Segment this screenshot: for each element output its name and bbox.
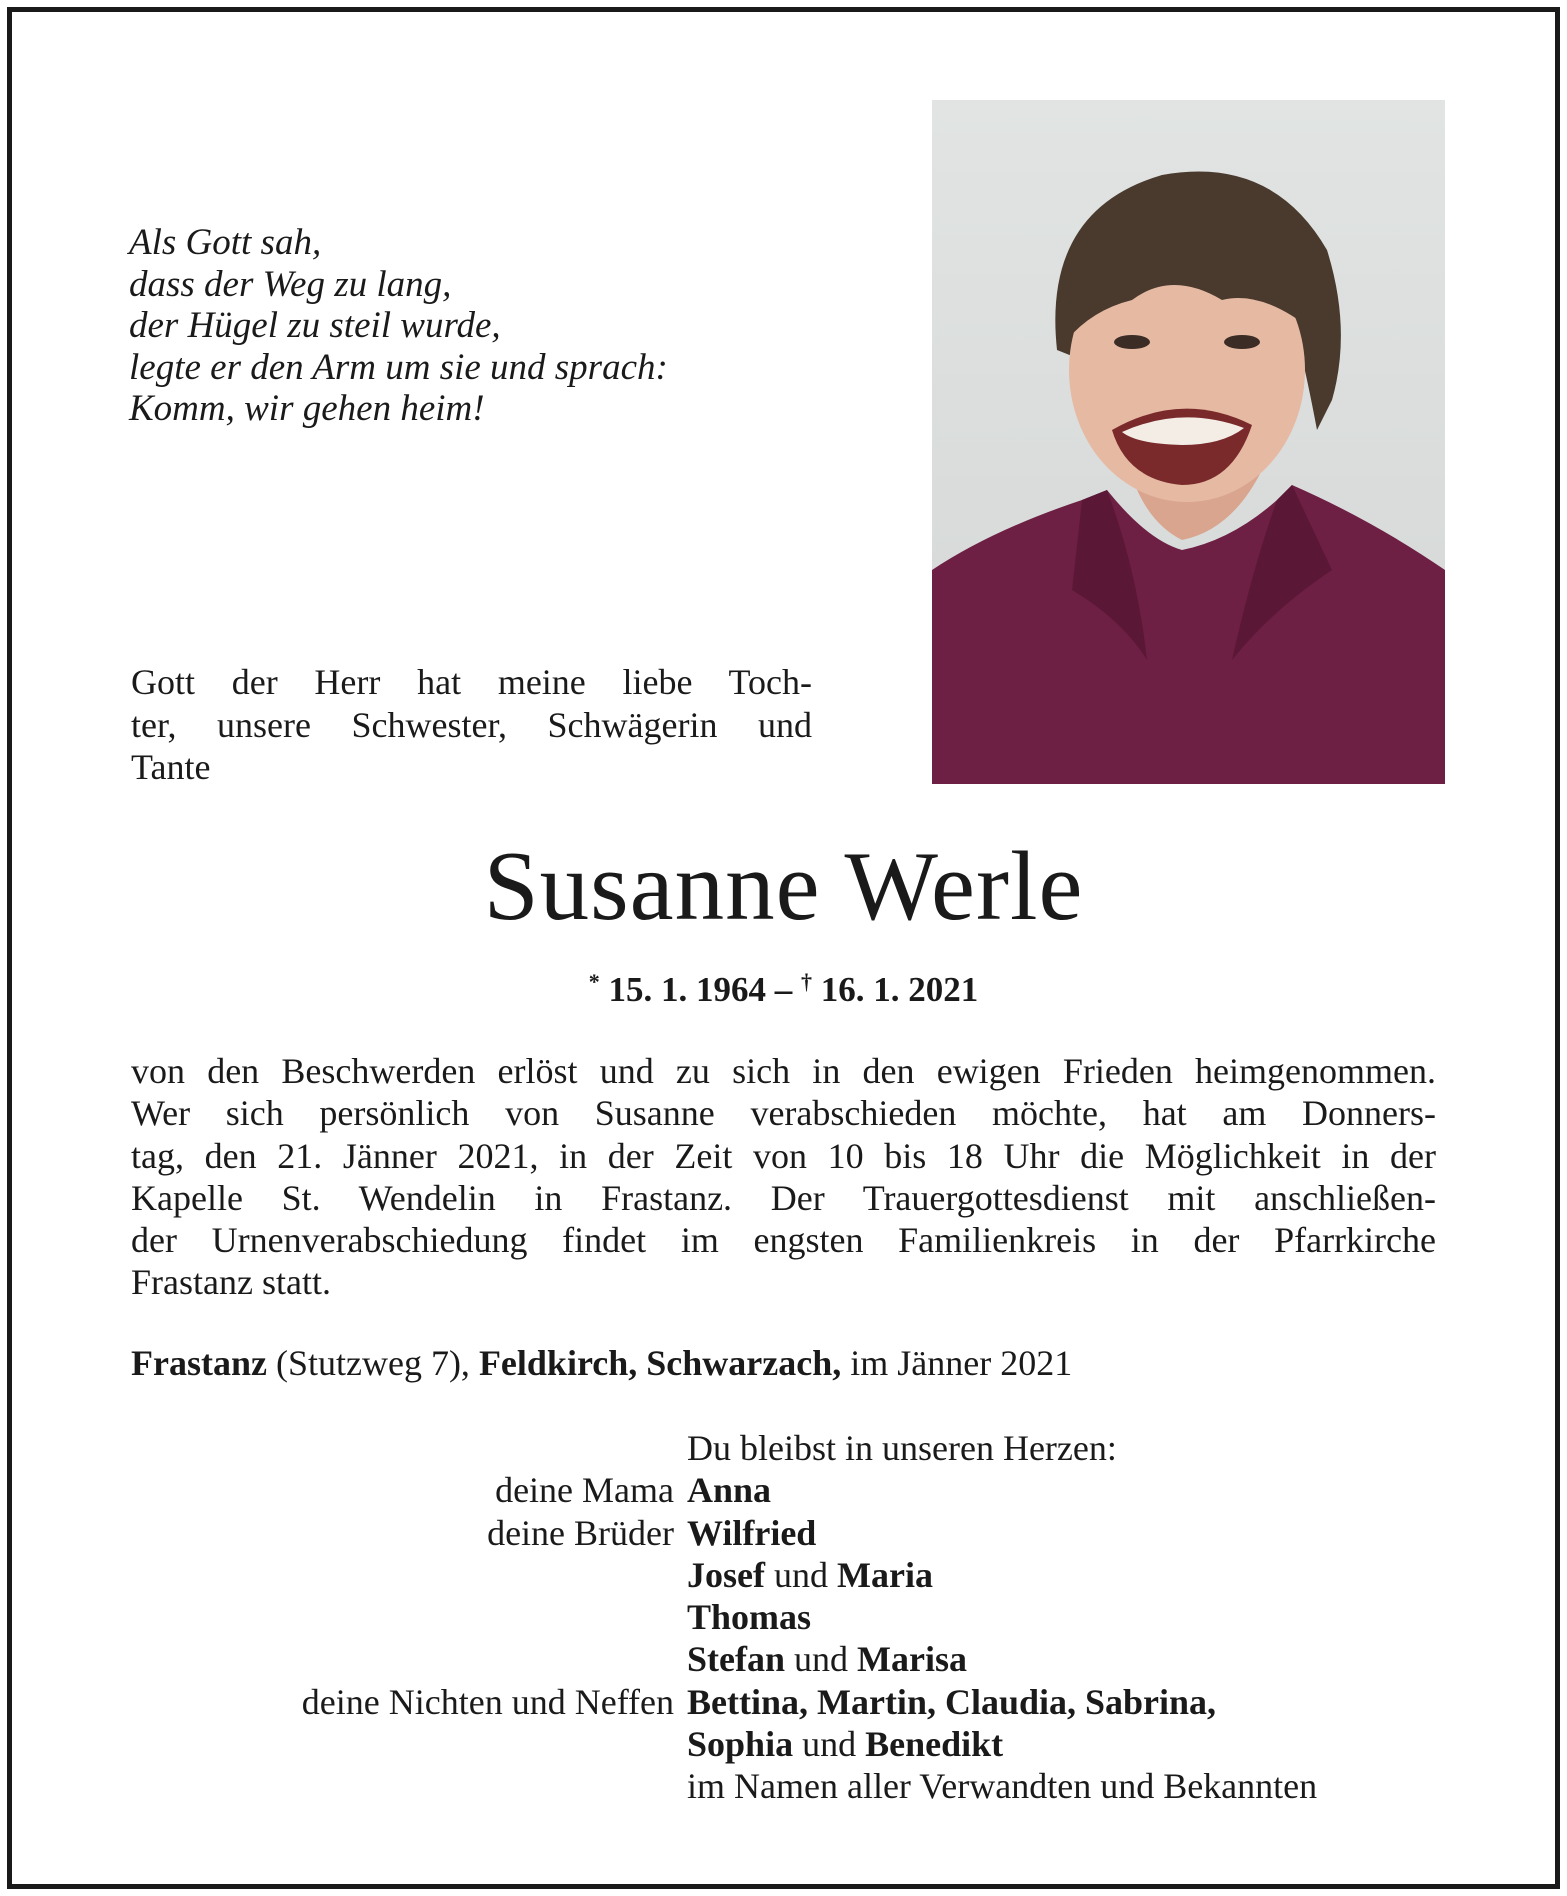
connector: und bbox=[764, 1554, 837, 1595]
announcement-line: Kapelle St. Wendelin in Frastanz. Der Trauergottesdienst mit anschließen- bbox=[131, 1177, 1436, 1218]
date-separator: – bbox=[766, 970, 801, 1009]
closing-line: im Namen aller Verwandten und Bekannten bbox=[687, 1766, 1318, 1807]
portrait-photo bbox=[932, 100, 1445, 784]
mourner-name: Stefan bbox=[687, 1639, 785, 1680]
intro-line: Tante bbox=[131, 747, 211, 787]
announcement-line: Wer sich persönlich von Susanne verabschieden möchte, hat am Donners- bbox=[131, 1093, 1436, 1134]
death-symbol: † bbox=[801, 969, 812, 994]
mourner-name: Bettina, Martin, Claudia, Sabrina, bbox=[687, 1681, 1217, 1722]
intro-line: ter, unsere Schwester, Schwägerin und bbox=[131, 704, 812, 745]
mourners-row bbox=[0, 1638, 1567, 1680]
mourners-row bbox=[0, 1596, 1567, 1638]
announcement-line: von den Beschwerden erlöst und zu sich in den ewigen Frieden heimgenommen. bbox=[131, 1051, 1436, 1091]
mourners-row bbox=[0, 1427, 1567, 1469]
mourners-row bbox=[0, 1723, 1567, 1765]
mourner-names bbox=[687, 1723, 1003, 1765]
role-label: deine Mama bbox=[495, 1470, 674, 1511]
mourners-list bbox=[0, 1427, 1567, 1808]
place-towns: Feldkirch, Schwarzach, bbox=[478, 1343, 842, 1383]
mourner-names bbox=[687, 1638, 967, 1680]
mourners-row bbox=[0, 1512, 1567, 1554]
mourner-name: Wilfried bbox=[687, 1512, 817, 1553]
poem-line: Komm, wir gehen heim! bbox=[129, 388, 485, 429]
mourner-name: Thomas bbox=[687, 1597, 812, 1638]
role-label: deine Nichten und Neffen bbox=[301, 1681, 674, 1722]
mourners-row bbox=[0, 1469, 1567, 1511]
poem-line: legte er den Arm um sie und sprach: bbox=[129, 346, 668, 388]
mourner-names bbox=[687, 1469, 771, 1511]
birth-symbol: * bbox=[588, 969, 600, 994]
poem-line: dass der Weg zu lang, bbox=[129, 263, 452, 305]
mourner-names bbox=[687, 1681, 1216, 1723]
mourner-names bbox=[687, 1596, 811, 1638]
connector: und bbox=[785, 1639, 857, 1680]
poem-line: der Hügel zu steil wurde, bbox=[129, 305, 501, 346]
mourner-names bbox=[687, 1554, 933, 1596]
poem-line: Als Gott sah, bbox=[129, 222, 322, 263]
mourner-name: Sophia bbox=[687, 1724, 794, 1765]
announcement-text bbox=[131, 1050, 1436, 1304]
portrait-photo-icon bbox=[932, 100, 1445, 784]
left-eye bbox=[1114, 335, 1150, 349]
place-town: Frastanz bbox=[131, 1343, 267, 1383]
place-date: im Jänner 2021 bbox=[841, 1343, 1073, 1383]
mourner-name: Maria bbox=[836, 1554, 933, 1595]
announcement-line: tag, den 21. Jänner 2021, in der Zeit von 10 bis 18 Uhr die Möglichkeit in der bbox=[131, 1135, 1436, 1176]
mourners-row bbox=[0, 1765, 1567, 1807]
deceased-name: Susanne Werle bbox=[483, 832, 1084, 941]
death-date: 16. 1. 2021 bbox=[820, 970, 979, 1009]
intro-line: Gott der Herr hat meine liebe Toch- bbox=[131, 662, 812, 702]
place-and-date bbox=[131, 1342, 1072, 1384]
mourners-row bbox=[0, 1554, 1567, 1596]
connector: und bbox=[793, 1724, 866, 1765]
poem bbox=[129, 222, 668, 430]
announcement-line: der Urnenverabschiedung findet im engsten Familienkreis in der Pfarrkirche bbox=[131, 1220, 1436, 1261]
mourner-name: Benedikt bbox=[865, 1724, 1004, 1765]
right-eye bbox=[1224, 335, 1260, 349]
life-dates bbox=[0, 962, 1567, 1010]
announcement-line: Frastanz statt. bbox=[131, 1262, 331, 1303]
mourners-heading: Du bleibst in unseren Herzen: bbox=[687, 1428, 1117, 1468]
mourner-name: Marisa bbox=[857, 1639, 967, 1680]
mourner-name: Anna bbox=[687, 1470, 772, 1511]
birth-date: 15. 1. 1964 bbox=[608, 970, 766, 1009]
place-address: (Stutzweg 7), bbox=[266, 1343, 479, 1383]
mourners-row bbox=[0, 1681, 1567, 1723]
mourner-names bbox=[687, 1512, 816, 1554]
mourner-name: Josef bbox=[687, 1554, 765, 1595]
role-label: deine Brüder bbox=[487, 1512, 674, 1553]
intro-text bbox=[131, 661, 812, 789]
